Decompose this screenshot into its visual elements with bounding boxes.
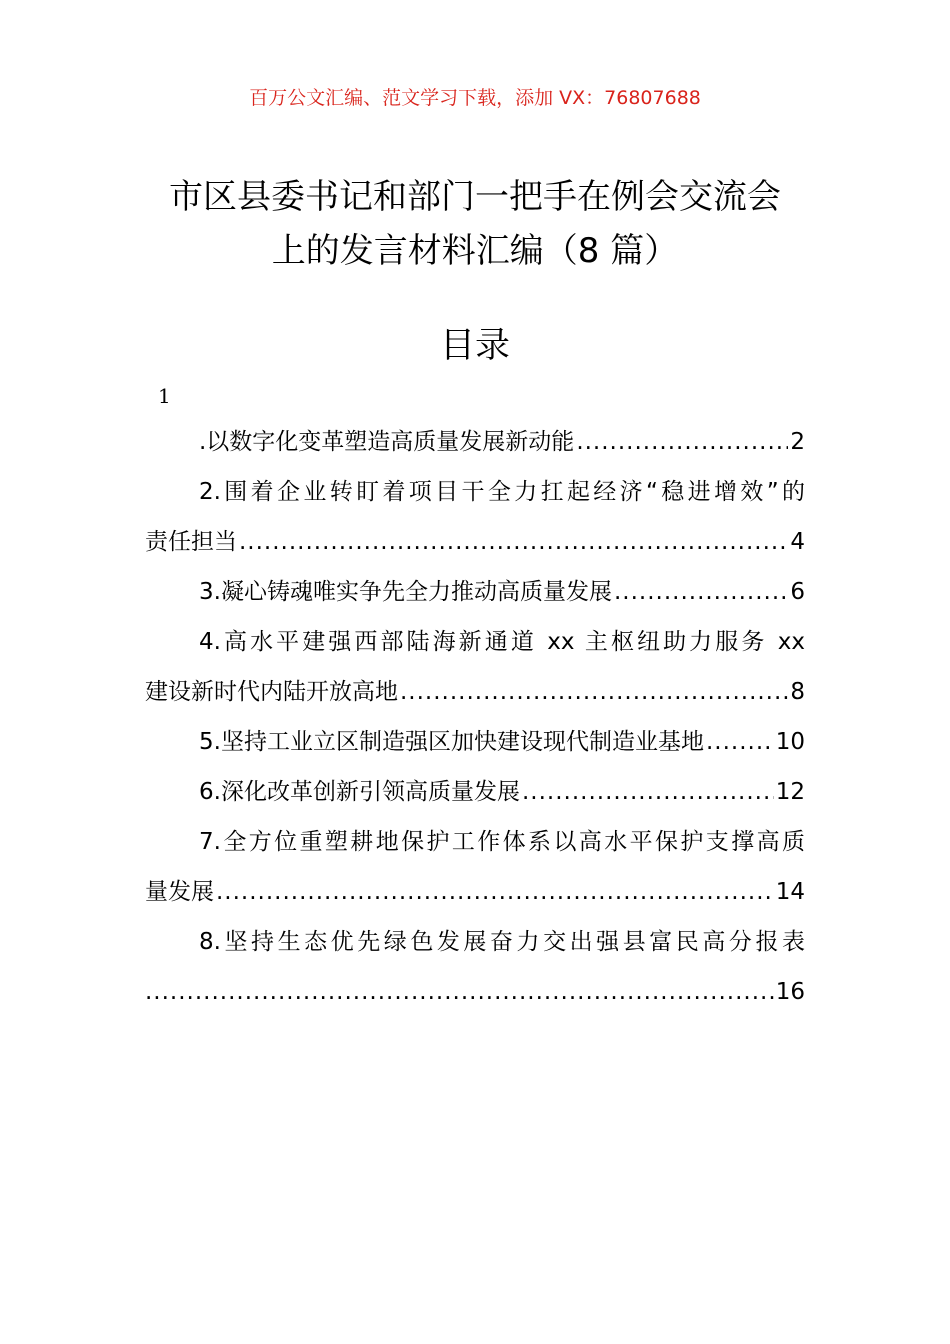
toc-leader-dots bbox=[145, 967, 774, 1017]
toc-leader-dots bbox=[576, 417, 788, 467]
toc-entry-title-continued: 量发展 bbox=[145, 879, 214, 905]
toc-entry-title-continued: 建设新时代内陆开放高地 bbox=[145, 679, 398, 705]
toc-leader-dots bbox=[522, 767, 774, 817]
toc-entry-page: 8 bbox=[790, 679, 805, 705]
toc-entry-title: 3.凝心铸魂唯实争先全力推动高质量发展 bbox=[199, 579, 612, 605]
toc-entry-4-line-1[interactable] bbox=[145, 617, 805, 667]
title-line-2: 上的发言材料汇编（8 篇） bbox=[271, 231, 679, 271]
toc-entry-6[interactable] bbox=[145, 767, 805, 817]
toc-entry-title: 8.坚持生态优先绿色发展奋力交出强县富民高分报表 bbox=[199, 929, 805, 955]
toc-entry-5[interactable] bbox=[145, 717, 805, 767]
table-of-contents bbox=[145, 417, 805, 1017]
toc-entry-title-continued: 责任担当 bbox=[145, 529, 237, 555]
toc-entry-page: 2 bbox=[790, 429, 805, 455]
toc-entry-3[interactable] bbox=[145, 567, 805, 617]
toc-entry-page: 14 bbox=[775, 879, 805, 905]
toc-entry-page: 12 bbox=[775, 779, 805, 805]
toc-entry-title: 6.深化改革创新引领高质量发展 bbox=[199, 779, 520, 805]
toc-leader-dots bbox=[400, 667, 788, 717]
toc-entry-title: 5.坚持工业立区制造强区加快建设现代制造业基地 bbox=[199, 729, 704, 755]
toc-entry-title: 7.全方位重塑耕地保护工作体系以高水平保护支撑高质 bbox=[199, 829, 805, 855]
toc-entry-2-line-1[interactable] bbox=[145, 467, 805, 517]
toc-entry-7-line-1[interactable] bbox=[145, 817, 805, 867]
title-line-1: 市区县委书记和部门一把手在例会交流会 bbox=[169, 177, 781, 217]
page-marker: 1 bbox=[158, 384, 171, 408]
toc-entry-7-line-2[interactable] bbox=[145, 867, 805, 917]
toc-entry-title: .以数字化变革塑造高质量发展新动能 bbox=[199, 429, 575, 455]
toc-entry-title: 4.高水平建强西部陆海新通道 xx 主枢纽助力服务 xx bbox=[199, 629, 805, 655]
toc-entry-page: 6 bbox=[790, 579, 805, 605]
document-title bbox=[120, 170, 830, 278]
toc-entry-2-line-2[interactable] bbox=[145, 517, 805, 567]
toc-entry-1[interactable] bbox=[145, 417, 805, 467]
toc-entry-4-line-2[interactable] bbox=[145, 667, 805, 717]
toc-leader-dots bbox=[216, 867, 774, 917]
toc-leader-dots bbox=[239, 517, 788, 567]
toc-entry-title: 2.围着企业转盯着项目干全力扛起经济“稳进增效”的 bbox=[199, 479, 805, 505]
header-watermark-note: 百万公文汇编、范文学习下载，添加 VX：76807688 bbox=[249, 87, 701, 109]
toc-heading: 目录 bbox=[439, 326, 510, 366]
toc-leader-dots bbox=[614, 567, 788, 617]
toc-entry-8-line-1[interactable] bbox=[145, 917, 805, 967]
toc-entry-page: 16 bbox=[775, 979, 805, 1005]
toc-entry-8-line-2[interactable] bbox=[145, 967, 805, 1017]
toc-entry-page: 4 bbox=[790, 529, 805, 555]
toc-leader-dots bbox=[706, 717, 774, 767]
toc-entry-page: 10 bbox=[775, 729, 805, 755]
